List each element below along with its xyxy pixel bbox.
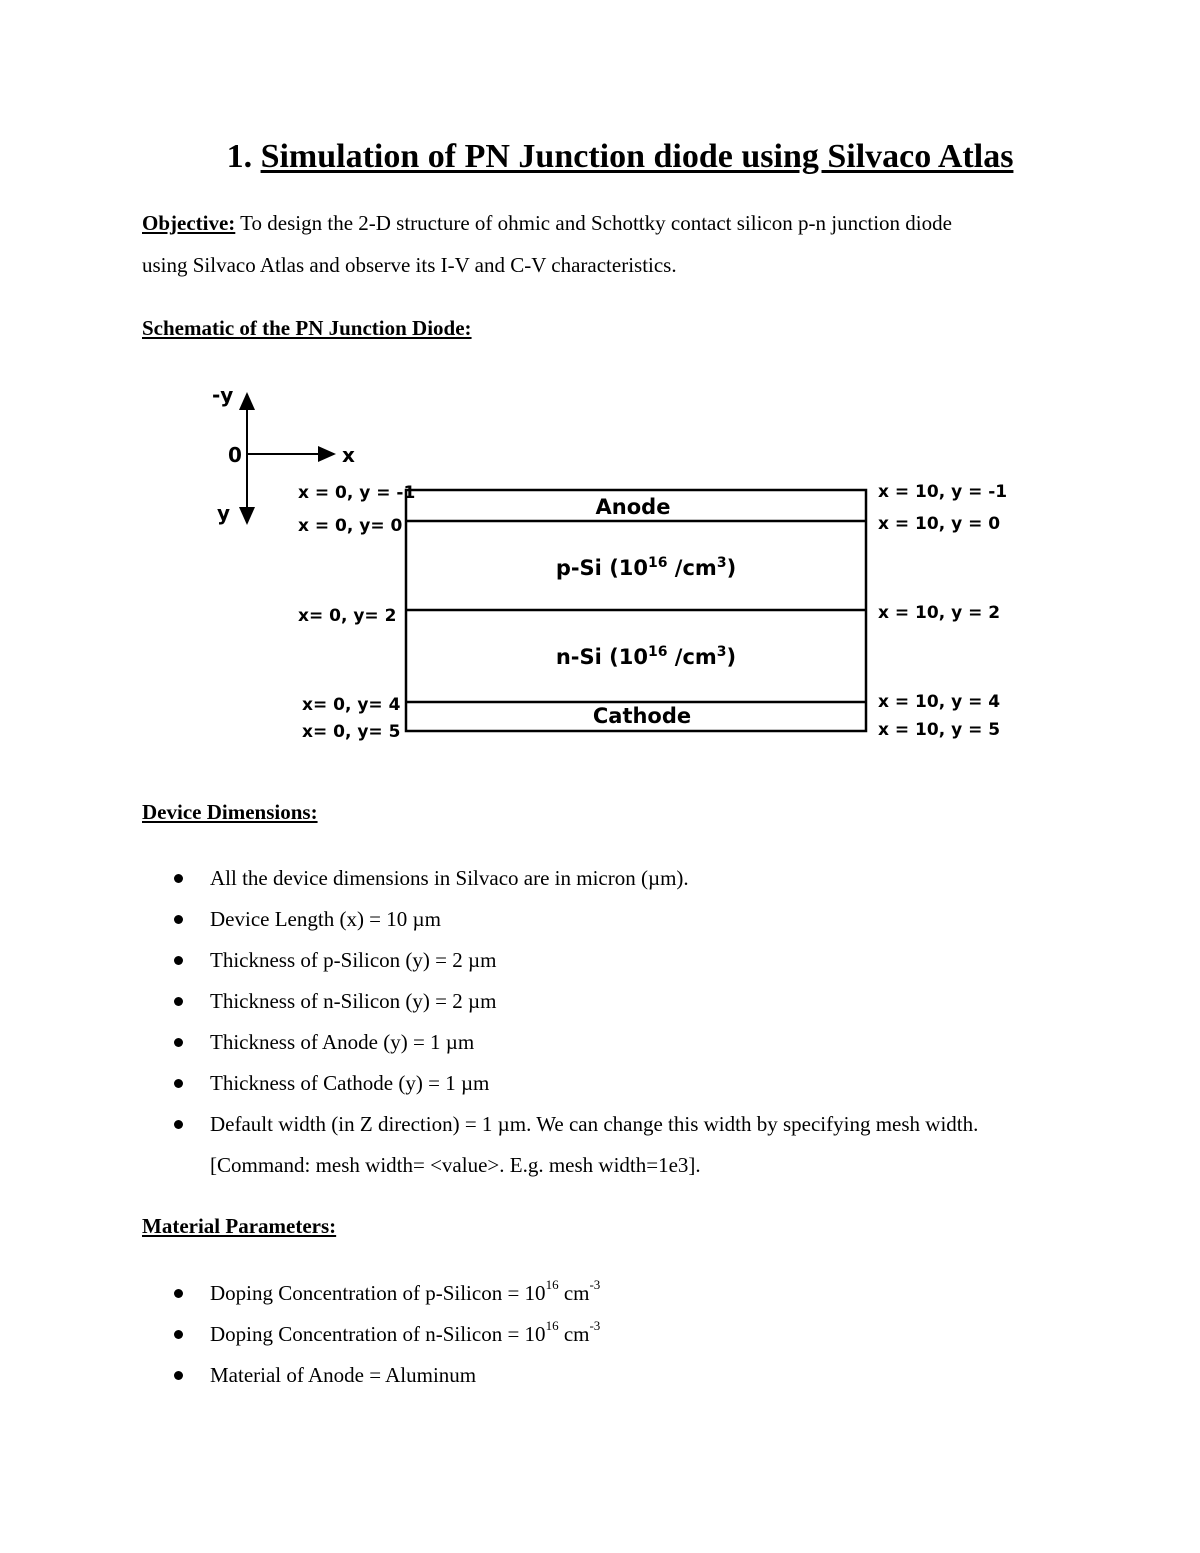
device-dimensions-heading: Device Dimensions: [142, 800, 318, 824]
left-label-y2: x= 0, y= 2 [298, 606, 397, 626]
p-si-close: ) [726, 556, 737, 580]
axis-origin-label: 0 [228, 443, 242, 467]
n-si-exp: 16 [647, 644, 668, 660]
p-si-prefix: p-Si (10 [555, 556, 649, 580]
bullet-icon [174, 1371, 183, 1380]
right-label-y-neg1: x = 10, y = -1 [878, 482, 1008, 502]
list-item: Thickness of p-Silicon (y) = 2 µm [172, 940, 1092, 981]
objective-paragraph [142, 202, 1082, 286]
left-label-y-neg1: x = 0, y = -1 [298, 483, 416, 503]
schematic-heading: Schematic of the PN Junction Diode: [142, 316, 472, 340]
list-item: Device Length (x) = 10 µm [172, 899, 1092, 940]
bullet-icon [174, 1289, 183, 1298]
objective-line-2: using Silvaco Atlas and observe its I-V and C-V characteristics. [142, 253, 677, 277]
right-label-y5: x = 10, y = 5 [878, 720, 1001, 740]
material-parameters-list [172, 1273, 1092, 1396]
n-si-prefix: n-Si (10 [555, 645, 648, 669]
n-si-unit: /cm [667, 645, 717, 669]
mesh-command-line: [Command: mesh width= <value>. E.g. mesh width=1e3]. [210, 1153, 701, 1177]
list-item: Doping Concentration of p-Silicon = $10^{16}$ $cm^{-3}$ [172, 1273, 1092, 1314]
right-label-y0: x = 10, y = 0 [878, 514, 1001, 534]
p-si-exp: 16 [648, 555, 668, 571]
list-item: Thickness of n-Silicon (y) = 2 µm [172, 981, 1092, 1022]
list-item: Doping Concentration of n-Silicon = $10^{16}$ $cm^{-3}$ [172, 1314, 1092, 1355]
objective-label: Objective: [142, 211, 236, 235]
right-label-y4: x = 10, y = 4 [878, 692, 1001, 712]
list-item: Material of Anode = Aluminum [172, 1355, 1092, 1396]
axis-x-label: x [342, 443, 355, 467]
device-dimensions-list [172, 858, 1092, 1186]
material-parameters-heading: Material Parameters: [142, 1214, 337, 1238]
right-label-y2: x = 10, y = 2 [878, 603, 1001, 623]
page-title [0, 138, 1200, 176]
n-si-unit-exp: 3 [716, 644, 727, 660]
bullet-icon [174, 1330, 183, 1339]
bullet-icon [174, 1120, 183, 1129]
p-si-label [556, 555, 736, 580]
objective-line-1: To design the 2-D structure of ohmic and Schottky contact silicon p-n junction diode [240, 211, 952, 235]
cathode-label: Cathode [592, 704, 692, 728]
anode-label: Anode [595, 495, 671, 519]
bullet-icon [174, 874, 183, 883]
pn-junction-schematic [0, 370, 1200, 770]
axis-y-label: y [217, 501, 231, 525]
list-item: Thickness of Anode (y) = 1 µm [172, 1022, 1092, 1063]
n-si-close: ) [726, 645, 737, 669]
p-si-unit-exp: 3 [716, 555, 727, 571]
n-si-label [556, 644, 736, 669]
bullet-icon [174, 956, 183, 965]
title-number: 1. [226, 138, 253, 175]
bullet-icon [174, 997, 183, 1006]
title-text: Simulation of PN Junction diode using Silvaco Atlas [260, 138, 1014, 175]
bullet-icon [174, 1079, 183, 1088]
bullet-icon [174, 1038, 183, 1047]
left-label-y5: x= 0, y= 5 [302, 722, 401, 742]
bullet-icon [174, 915, 183, 924]
left-label-y4: x= 0, y= 4 [302, 695, 401, 715]
list-item: All the device dimensions in Silvaco are in micron (µm). [172, 858, 1092, 899]
list-item: Thickness of Cathode (y) = 1 µm [172, 1063, 1092, 1104]
p-si-unit: /cm [667, 556, 717, 580]
axis-neg-y-label: -y [212, 383, 234, 407]
left-label-y0: x = 0, y= 0 [298, 516, 403, 536]
list-item: Default width (in Z direction) = 1 µm. We can change this width by specifying mesh width. [Command: mesh width= <value>. E.g. mesh width=1e3]. [172, 1104, 1092, 1186]
